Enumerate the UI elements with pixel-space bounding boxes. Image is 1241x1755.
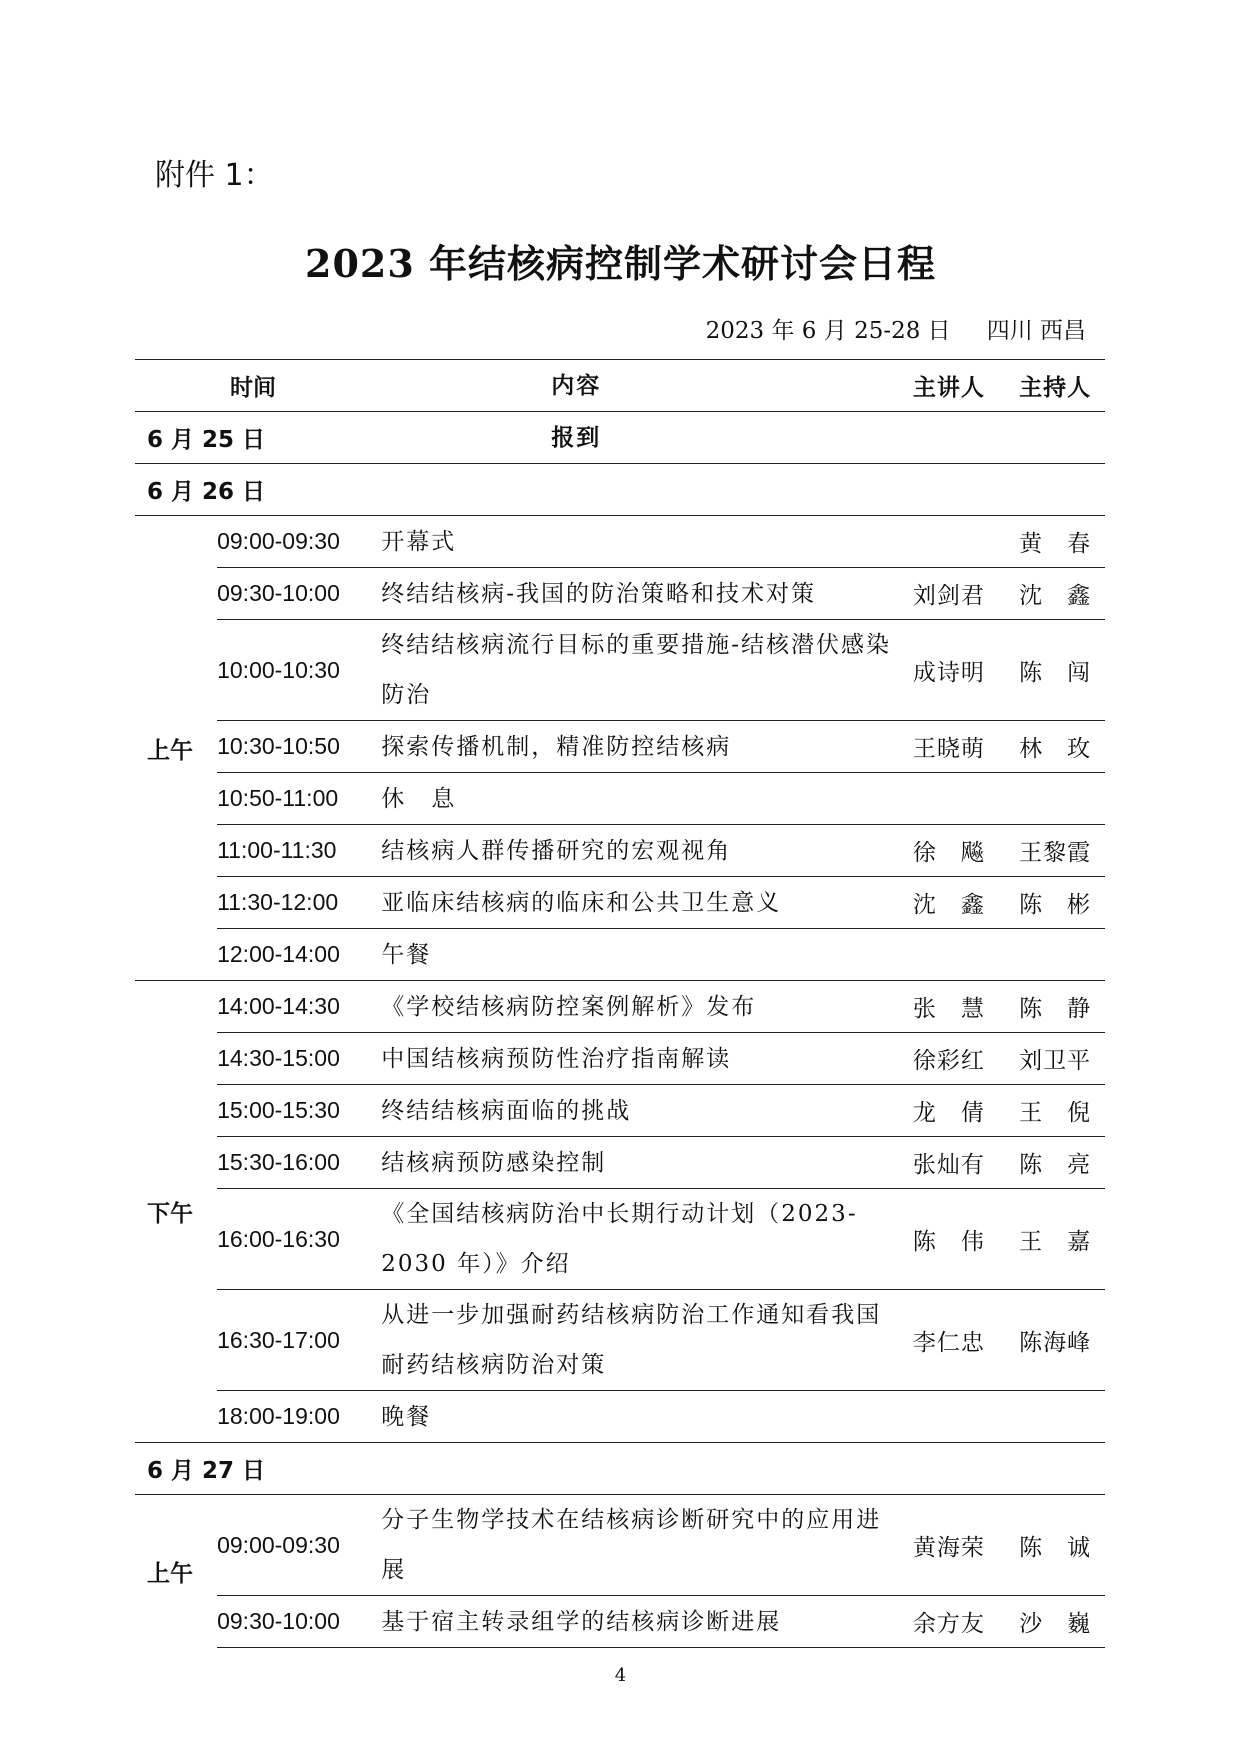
day-date: 6 月 26 日 <box>135 464 1105 516</box>
schedule-row <box>135 1189 1105 1290</box>
host-name: 沙 巍 <box>1019 1596 1105 1648</box>
host-name: 陈 静 <box>1019 981 1105 1033</box>
session-time: 14:30-15:00 <box>217 1033 351 1085</box>
session-time: 16:30-17:00 <box>217 1290 351 1391</box>
schedule-table <box>135 359 1105 1648</box>
session-time: 10:30-10:50 <box>217 721 351 773</box>
header-time: 时间 <box>135 360 351 412</box>
speaker-name: 张 慧 <box>913 981 1019 1033</box>
schedule-row <box>135 721 1105 773</box>
speaker-name <box>913 1391 1019 1443</box>
session-time: 10:50-11:00 <box>217 773 351 825</box>
session-content: 开幕式 <box>351 516 913 568</box>
session-content: 休 息 <box>351 773 913 825</box>
conference-date: 2023 年 6 月 25-28 日 <box>705 318 951 344</box>
session-time: 15:30-16:00 <box>217 1137 351 1189</box>
speaker-name: 黄海荣 <box>913 1495 1019 1596</box>
schedule-row <box>135 981 1105 1033</box>
session-content: 《全国结核病防治中长期行动计划（2023-2030 年）》介绍 <box>351 1189 913 1290</box>
schedule-row <box>135 1391 1105 1443</box>
session-time: 09:00-09:30 <box>217 1495 351 1596</box>
schedule-row <box>135 1085 1105 1137</box>
speaker-name: 沈 鑫 <box>913 877 1019 929</box>
day-row-1 <box>135 412 1105 464</box>
day2-morning-block <box>135 516 1105 981</box>
session-content: 终结结核病-我国的防治策略和技术对策 <box>351 568 913 620</box>
host-name: 陈 彬 <box>1019 877 1105 929</box>
session-time: 09:30-10:00 <box>217 568 351 620</box>
session-time: 16:00-16:30 <box>217 1189 351 1290</box>
schedule-row <box>135 877 1105 929</box>
session-content: 晚餐 <box>351 1391 913 1443</box>
host-name: 陈 亮 <box>1019 1137 1105 1189</box>
host-name: 王 嘉 <box>1019 1189 1105 1290</box>
schedule-row <box>135 1290 1105 1391</box>
schedule-row <box>135 825 1105 877</box>
day-row-3 <box>135 1443 1105 1495</box>
session-content: 分子生物学技术在结核病诊断研究中的应用进展 <box>351 1495 913 1596</box>
session-time: 18:00-19:00 <box>217 1391 351 1443</box>
speaker-name <box>913 773 1019 825</box>
session-content: 亚临床结核病的临床和公共卫生意义 <box>351 877 913 929</box>
schedule-row <box>135 1137 1105 1189</box>
session-content: 从进一步加强耐药结核病防治工作通知看我国耐药结核病防治对策 <box>351 1290 913 1391</box>
session-time: 11:30-12:00 <box>217 877 351 929</box>
speaker-name: 余方友 <box>913 1596 1019 1648</box>
schedule-row <box>135 1495 1105 1596</box>
speaker-name: 王晓萌 <box>913 721 1019 773</box>
session-time: 15:00-15:30 <box>217 1085 351 1137</box>
speaker-name: 成诗明 <box>913 620 1019 721</box>
speaker-name <box>913 516 1019 568</box>
host-name: 陈 诚 <box>1019 1495 1105 1596</box>
speaker-name: 刘剑君 <box>913 568 1019 620</box>
session-content: 探索传播机制，精准防控结核病 <box>351 721 913 773</box>
session-time: 14:00-14:30 <box>217 981 351 1033</box>
schedule-row <box>135 1033 1105 1085</box>
session-label: 上午 <box>135 516 217 981</box>
host-name: 陈 闯 <box>1019 620 1105 721</box>
header-speaker: 主讲人 <box>913 360 1019 412</box>
session-label: 上午 <box>135 1495 217 1648</box>
schedule-row <box>135 929 1105 981</box>
host-name <box>1019 1391 1105 1443</box>
session-content: 终结结核病面临的挑战 <box>351 1085 913 1137</box>
header-host: 主持人 <box>1019 360 1105 412</box>
host-name: 王 倪 <box>1019 1085 1105 1137</box>
host-name <box>1019 929 1105 981</box>
host-name: 沈 鑫 <box>1019 568 1105 620</box>
day-date: 6 月 27 日 <box>135 1443 1105 1495</box>
schedule-row <box>135 516 1105 568</box>
day2-afternoon-block <box>135 981 1105 1443</box>
session-content: 午餐 <box>351 929 913 981</box>
day-date: 6 月 25 日 <box>135 412 351 464</box>
session-time: 11:00-11:30 <box>217 825 351 877</box>
speaker-name: 李仁忠 <box>913 1290 1019 1391</box>
session-time: 09:00-09:30 <box>217 516 351 568</box>
session-time: 10:00-10:30 <box>217 620 351 721</box>
schedule-row <box>135 620 1105 721</box>
schedule-row <box>135 568 1105 620</box>
host-name: 陈海峰 <box>1019 1290 1105 1391</box>
session-content: 《学校结核病防控案例解析》发布 <box>351 981 913 1033</box>
page-title: 2023 年结核病控制学术研讨会日程 <box>305 241 936 286</box>
session-label: 下午 <box>135 981 217 1443</box>
day3-morning-block <box>135 1495 1105 1648</box>
table-header-row <box>135 360 1105 412</box>
speaker-name: 徐 飚 <box>913 825 1019 877</box>
host-name: 王黎霞 <box>1019 825 1105 877</box>
speaker-name: 张灿有 <box>913 1137 1019 1189</box>
conference-location: 四川 西昌 <box>986 318 1086 344</box>
host-name: 林 玫 <box>1019 721 1105 773</box>
session-content: 结核病人群传播研究的宏观视角 <box>351 825 913 877</box>
session-time: 09:30-10:00 <box>217 1596 351 1648</box>
day-content: 报到 <box>351 412 913 464</box>
schedule-row <box>135 1596 1105 1648</box>
session-content: 基于宿主转录组学的结核病诊断进展 <box>351 1596 913 1648</box>
attachment-label: 附件 1： <box>155 158 274 193</box>
day-row-2 <box>135 464 1105 516</box>
speaker-name: 陈 伟 <box>913 1189 1019 1290</box>
host-name: 黄 春 <box>1019 516 1105 568</box>
date-location <box>706 312 1086 345</box>
schedule-row <box>135 773 1105 825</box>
session-time: 12:00-14:00 <box>217 929 351 981</box>
session-content: 结核病预防感染控制 <box>351 1137 913 1189</box>
host-name: 刘卫平 <box>1019 1033 1105 1085</box>
host-name <box>1019 773 1105 825</box>
speaker-name: 徐彩红 <box>913 1033 1019 1085</box>
session-content: 中国结核病预防性治疗指南解读 <box>351 1033 913 1085</box>
header-content: 内容 <box>351 360 913 412</box>
page-number: 4 <box>614 1665 627 1686</box>
session-content: 终结结核病流行目标的重要措施-结核潜伏感染防治 <box>351 620 913 721</box>
speaker-name <box>913 929 1019 981</box>
speaker-name: 龙 倩 <box>913 1085 1019 1137</box>
